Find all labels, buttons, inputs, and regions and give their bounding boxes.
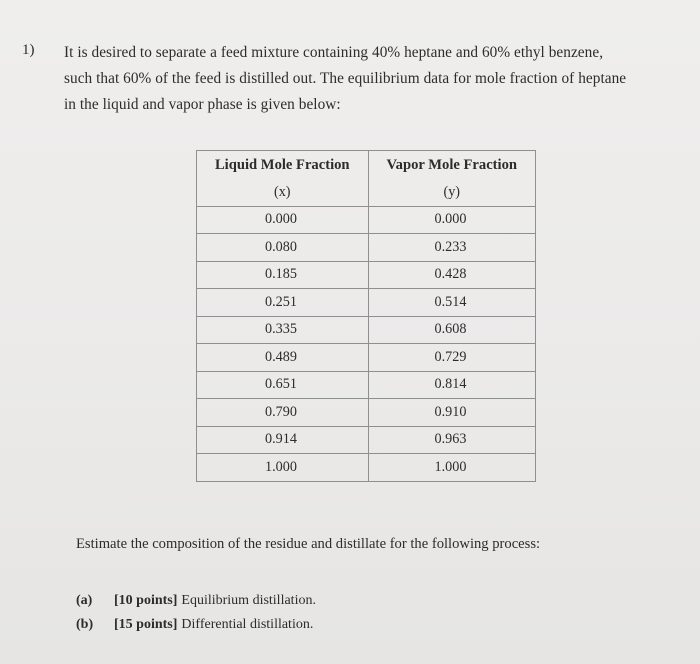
table-row [197,316,536,344]
question-number: 1) [22,42,35,58]
cell-x: 0.251 [197,289,369,317]
table-row [197,399,536,427]
question-text [64,40,676,118]
cell-x: 1.000 [197,454,369,482]
cell-y: 1.000 [368,454,536,482]
part-points: [15 points] [114,617,178,632]
table-symbol-row [197,179,536,206]
cell-x: 0.185 [197,261,369,289]
cell-x: 0.080 [197,234,369,262]
part-points: [10 points] [114,593,178,608]
table-row [197,261,536,289]
question-line: such that 60% of the feed is distilled out. The equilibrium data for mole fraction of heptane [64,70,627,87]
estimate-instruction: Estimate the composition of the residue and distillate for the following process: [76,536,541,552]
cell-y: 0.233 [368,234,536,262]
equilibrium-data-table [196,150,536,482]
cell-y: 0.814 [368,371,536,399]
question-line: in the liquid and vapor phase is given below: [64,96,341,113]
table-body [197,206,536,481]
cell-y: 0.514 [368,289,536,317]
cell-x: 0.489 [197,344,369,372]
table-row [197,426,536,454]
symbol-x: (x) [197,179,369,206]
question-line: It is desired to separate a feed mixture containing 40% heptane and 60% ethyl benzene, [64,44,604,61]
table-row [197,289,536,317]
cell-x: 0.651 [197,371,369,399]
table-row [197,371,536,399]
table-row [197,234,536,262]
cell-y: 0.729 [368,344,536,372]
cell-y: 0.963 [368,426,536,454]
symbol-y: (y) [368,179,536,206]
part-b [76,613,316,637]
cell-x: 0.000 [197,206,369,234]
part-label: (a) [76,593,93,608]
table-row [197,344,536,372]
cell-y: 0.000 [368,206,536,234]
cell-y: 0.608 [368,316,536,344]
cell-x: 0.335 [197,316,369,344]
question-parts-list [76,589,316,637]
table-row [197,454,536,482]
header-liquid-mole-fraction: Liquid Mole Fraction [197,151,369,180]
cell-x: 0.790 [197,399,369,427]
cell-y: 0.910 [368,399,536,427]
cell-y: 0.428 [368,261,536,289]
header-vapor-mole-fraction: Vapor Mole Fraction [368,151,536,180]
part-label: (b) [76,617,94,632]
part-text: Equilibrium distillation. [181,593,316,608]
part-text: Differential distillation. [181,617,314,632]
cell-x: 0.914 [197,426,369,454]
table-row [197,206,536,234]
part-a [76,589,316,613]
table-header-row [197,151,536,180]
